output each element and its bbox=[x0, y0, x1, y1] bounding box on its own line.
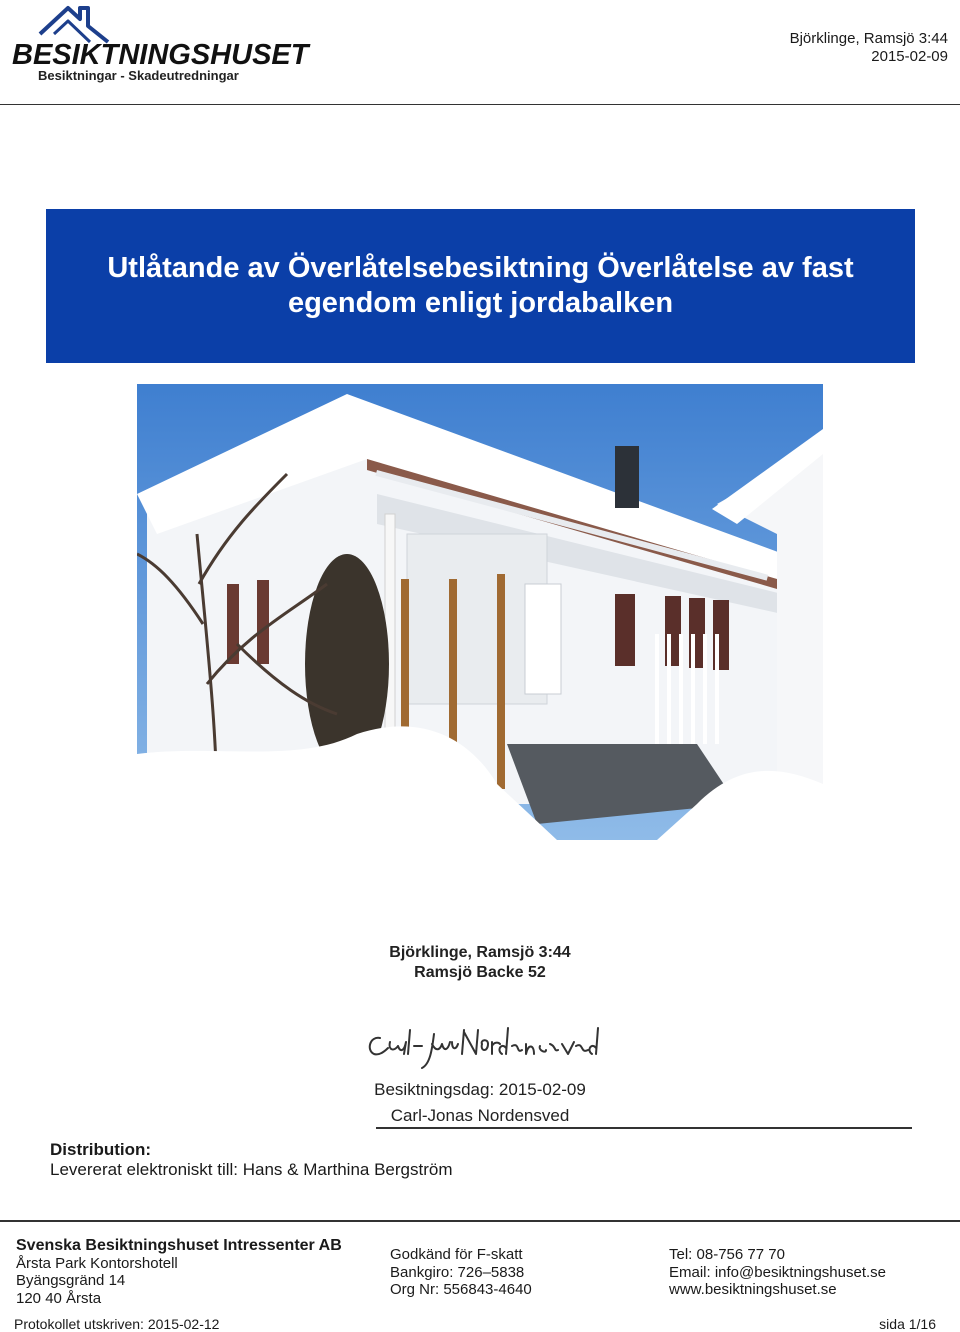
company-logo bbox=[10, 0, 340, 92]
address-line-1: Björklinge, Ramsjö 3:44 bbox=[389, 944, 571, 961]
signature-divider bbox=[376, 1127, 912, 1129]
footer-company-address bbox=[16, 1237, 342, 1307]
inspection-date: Besiktningsdag: 2015-02-09 bbox=[374, 1080, 586, 1099]
footer-email: Email: info@besiktningshuset.se bbox=[669, 1263, 887, 1281]
page-number: sida 1/16 bbox=[879, 1316, 936, 1332]
footer-tel: Tel: 08-756 77 70 bbox=[669, 1246, 785, 1263]
footer-address-line-3: 120 40 Årsta bbox=[16, 1289, 102, 1307]
footer-address-line-1: Årsta Park Kontorshotell bbox=[16, 1254, 178, 1272]
address-line-2: Ramsjö Backe 52 bbox=[414, 964, 546, 981]
footer-contact bbox=[669, 1246, 886, 1299]
footer-address-line-2: Byängsgränd 14 bbox=[16, 1272, 126, 1289]
footer-divider bbox=[0, 1220, 960, 1222]
document-title: Utlåtande av Överlåtelsebesiktning Överlåtelse av fast egendom enligt jordabalken bbox=[107, 252, 854, 319]
header-property: Björklinge, Ramsjö 3:44 bbox=[789, 30, 948, 47]
header-info bbox=[790, 30, 948, 66]
inspector-name: Carl-Jonas Nordensved bbox=[390, 1106, 570, 1125]
title-banner bbox=[46, 209, 915, 363]
inspector-signature bbox=[360, 1020, 610, 1076]
house-photo bbox=[137, 384, 823, 840]
distribution-section bbox=[50, 1140, 453, 1180]
footer-company-name: Svenska Besiktningshuset Intressenter AB bbox=[16, 1237, 342, 1254]
footer-finance bbox=[390, 1246, 532, 1299]
footer-ftax: Godkänd för F-skatt bbox=[390, 1246, 523, 1263]
header-date: 2015-02-09 bbox=[871, 48, 948, 65]
footer-bankgiro: Bankgiro: 726–5838 bbox=[390, 1263, 525, 1281]
logo-name: BESIKTNINGSHUSET bbox=[12, 39, 309, 71]
footer-web: www.besiktningshuset.se bbox=[669, 1281, 837, 1298]
logo-tagline: Besiktningar - Skadeutredningar bbox=[38, 68, 239, 83]
inspection-info bbox=[0, 1077, 960, 1129]
distribution-label: Distribution: bbox=[50, 1140, 152, 1159]
printed-date: Protokollet utskriven: 2015-02-12 bbox=[14, 1316, 220, 1332]
property-address bbox=[0, 943, 960, 983]
distribution-text: Levererat elektroniskt till: Hans & Marthina Bergström bbox=[50, 1160, 453, 1179]
header-divider bbox=[0, 104, 960, 105]
footer-orgnr: Org Nr: 556843-4640 bbox=[390, 1281, 532, 1298]
